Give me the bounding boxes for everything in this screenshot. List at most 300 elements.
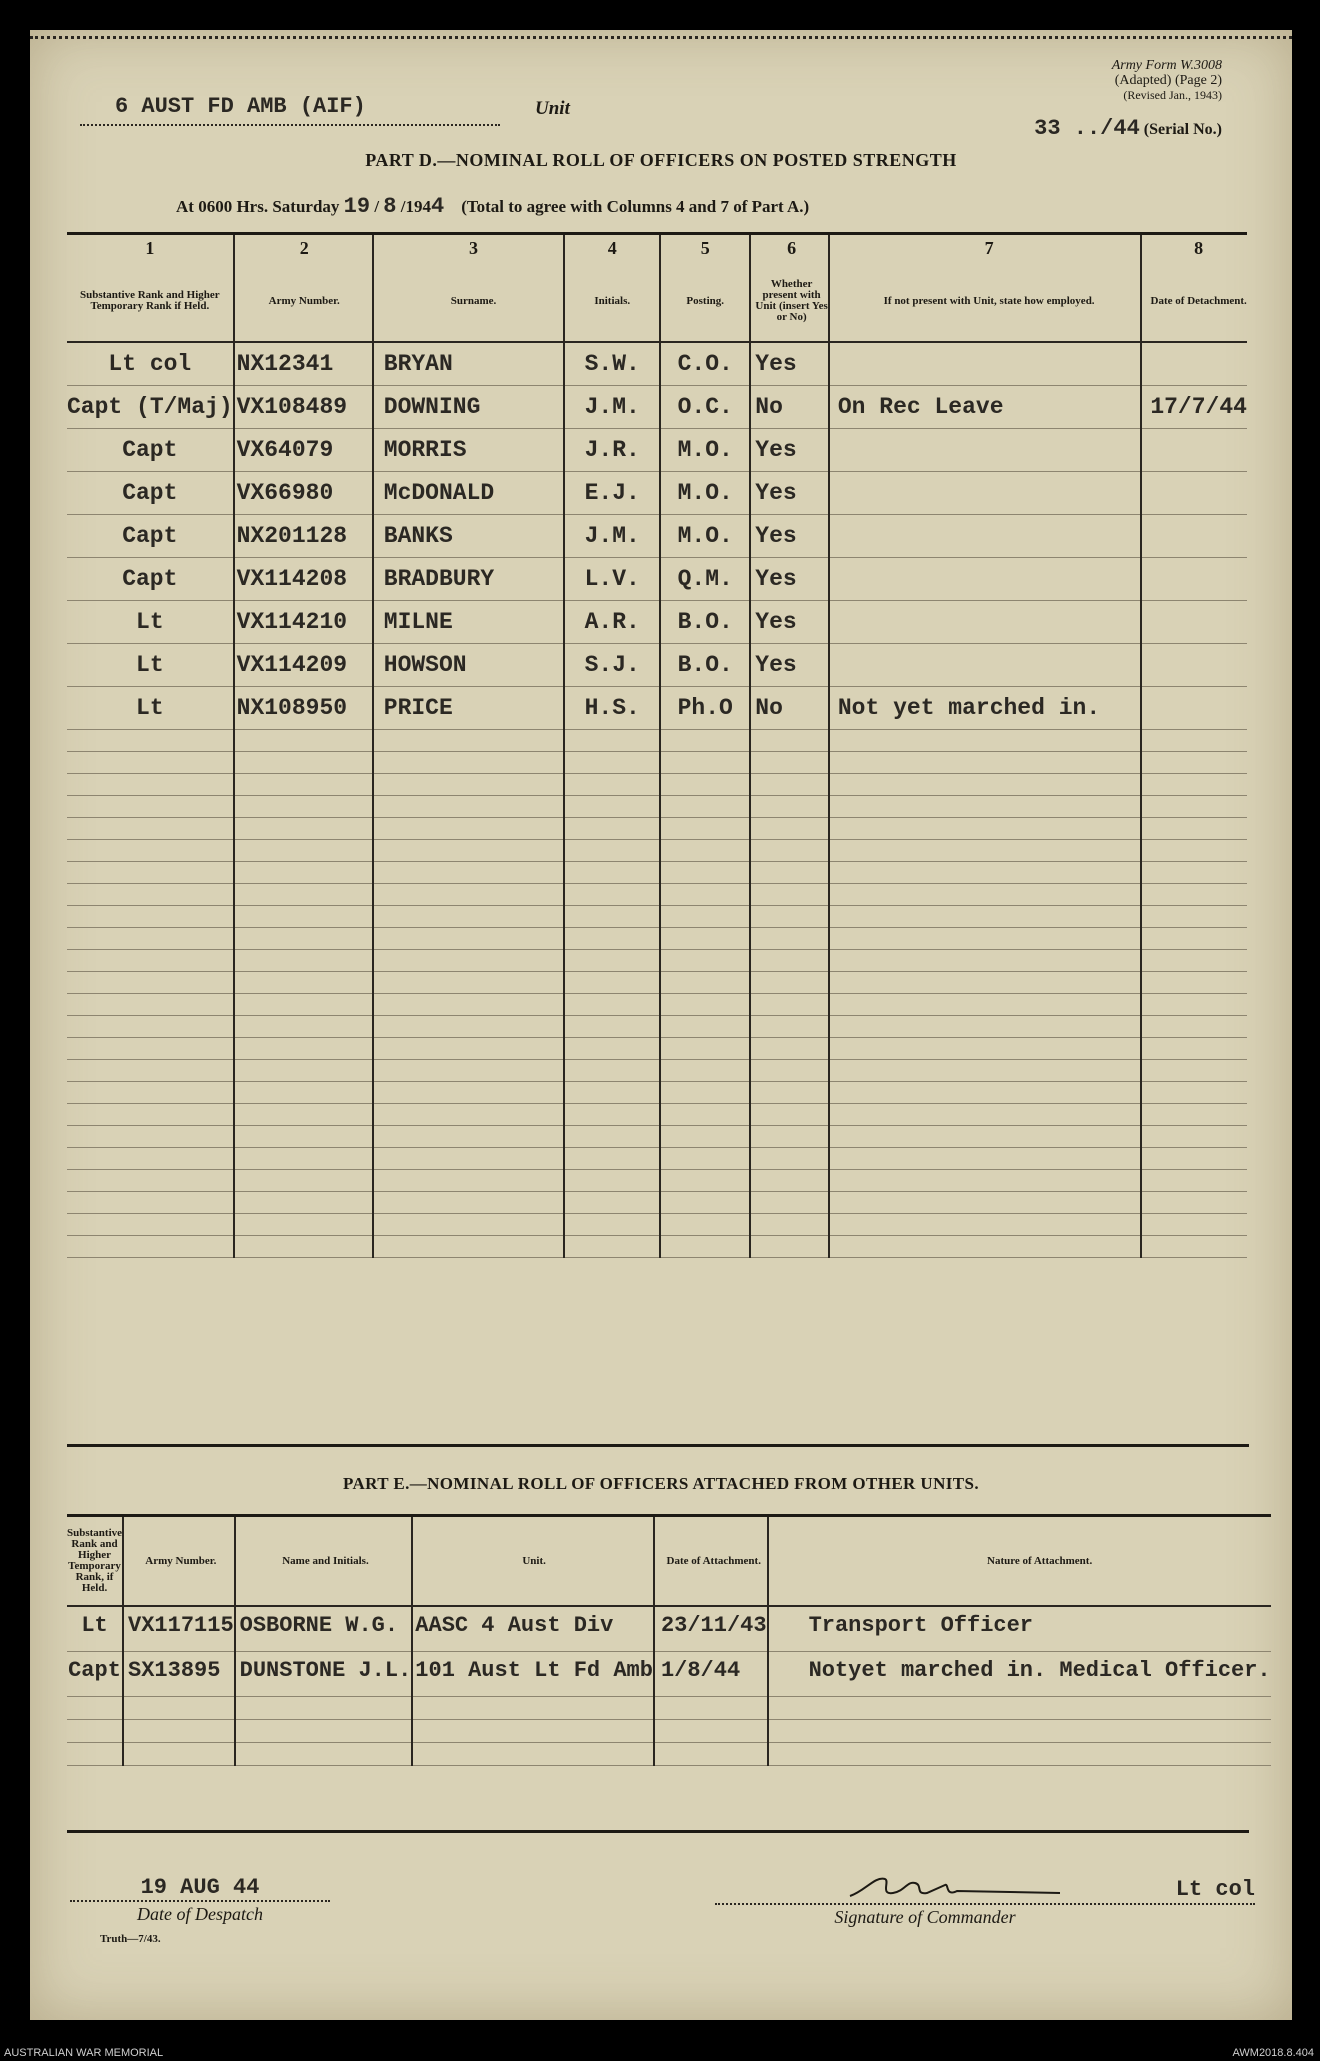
cell-number: VX114208 bbox=[234, 558, 373, 601]
blank-cell bbox=[1141, 1016, 1247, 1038]
blank-cell bbox=[564, 752, 660, 774]
blank-cell bbox=[660, 950, 750, 972]
cell-employed bbox=[829, 558, 1141, 601]
blank-row bbox=[67, 1214, 1247, 1236]
cell-initials: H.S. bbox=[564, 687, 660, 730]
blank-cell bbox=[67, 840, 234, 862]
blank-cell bbox=[67, 1697, 123, 1720]
cell-present: No bbox=[750, 687, 829, 730]
blank-cell bbox=[750, 928, 829, 950]
blank-cell bbox=[750, 774, 829, 796]
column-header: Army Number. bbox=[123, 1516, 235, 1607]
blank-cell bbox=[234, 906, 373, 928]
blank-cell bbox=[768, 1743, 1271, 1766]
blank-cell bbox=[829, 1170, 1141, 1192]
table-row bbox=[67, 1652, 1271, 1697]
cell-rank: Lt col bbox=[67, 342, 234, 386]
despatch-date: 19 AUG 44 bbox=[70, 1875, 330, 1902]
cell-detached bbox=[1141, 601, 1247, 644]
roll-month: 8 bbox=[383, 194, 397, 219]
cell-surname: BRYAN bbox=[373, 342, 565, 386]
signature-line bbox=[715, 1875, 1255, 1905]
blank-cell bbox=[660, 972, 750, 994]
cell-number: VX114210 bbox=[234, 601, 373, 644]
cell-surname: HOWSON bbox=[373, 644, 565, 687]
blank-cell bbox=[234, 1104, 373, 1126]
cell-present: Yes bbox=[750, 644, 829, 687]
blank-cell bbox=[750, 730, 829, 752]
blank-cell bbox=[67, 1170, 234, 1192]
column-header: Name and Initials. bbox=[235, 1516, 413, 1607]
blank-cell bbox=[234, 950, 373, 972]
blank-cell bbox=[67, 730, 234, 752]
cell-rank: Capt bbox=[67, 1652, 123, 1697]
blank-cell bbox=[1141, 1214, 1247, 1236]
blank-cell bbox=[67, 1720, 123, 1743]
blank-cell bbox=[123, 1697, 235, 1720]
blank-cell bbox=[373, 950, 565, 972]
blank-cell bbox=[373, 752, 565, 774]
blank-cell bbox=[373, 1170, 565, 1192]
signature-label: Signature of Commander bbox=[834, 1907, 1016, 1927]
blank-cell bbox=[373, 1126, 565, 1148]
blank-row bbox=[67, 752, 1247, 774]
cell-number: VX64079 bbox=[234, 429, 373, 472]
blank-cell bbox=[373, 1082, 565, 1104]
blank-cell bbox=[373, 1016, 565, 1038]
part-e-title: PART E.—NOMINAL ROLL OF OFFICERS ATTACHED FROM OTHER UNITS. bbox=[342, 1474, 979, 1493]
blank-cell bbox=[234, 730, 373, 752]
blank-cell bbox=[564, 1236, 660, 1258]
column-number: 4 bbox=[564, 234, 660, 262]
cell-number: VX108489 bbox=[234, 386, 373, 429]
blank-cell bbox=[412, 1697, 654, 1720]
blank-cell bbox=[564, 1104, 660, 1126]
cell-posting: B.O. bbox=[660, 644, 750, 687]
cell-surname: MORRIS bbox=[373, 429, 565, 472]
table-row bbox=[67, 601, 1247, 644]
blank-cell bbox=[660, 1170, 750, 1192]
cell-detached bbox=[1141, 687, 1247, 730]
blank-cell bbox=[1141, 774, 1247, 796]
printer-note: Truth—7/43. bbox=[100, 1933, 161, 1945]
despatch-label: Date of Despatch bbox=[137, 1904, 263, 1924]
blank-cell bbox=[234, 1126, 373, 1148]
blank-cell bbox=[829, 1060, 1141, 1082]
cell-surname: DOWNING bbox=[373, 386, 565, 429]
blank-cell bbox=[564, 1060, 660, 1082]
blank-cell bbox=[1141, 1148, 1247, 1170]
blank-row bbox=[67, 950, 1247, 972]
blank-cell bbox=[412, 1720, 654, 1743]
blank-cell bbox=[660, 1148, 750, 1170]
blank-cell bbox=[660, 1016, 750, 1038]
cell-rank: Capt bbox=[67, 515, 234, 558]
column-number: 6 bbox=[750, 234, 829, 262]
total-note: (Total to agree with Columns 4 and 7 of Part A.) bbox=[461, 197, 810, 216]
blank-cell bbox=[234, 752, 373, 774]
blank-row bbox=[67, 1082, 1247, 1104]
blank-cell bbox=[660, 1082, 750, 1104]
blank-cell bbox=[750, 840, 829, 862]
blank-cell bbox=[234, 818, 373, 840]
blank-cell bbox=[373, 840, 565, 862]
cell-employed: On Rec Leave bbox=[829, 386, 1141, 429]
cell-detached bbox=[1141, 558, 1247, 601]
blank-cell bbox=[373, 730, 565, 752]
cell-rank: Capt bbox=[67, 472, 234, 515]
cell-rank: Lt bbox=[67, 601, 234, 644]
serial-value: 33 ../44 bbox=[1034, 116, 1140, 141]
blank-cell bbox=[1141, 994, 1247, 1016]
blank-row bbox=[67, 1126, 1247, 1148]
part-d-title: PART D.—NOMINAL ROLL OF OFFICERS ON POSTED STRENGTH bbox=[365, 150, 957, 170]
blank-cell bbox=[67, 884, 234, 906]
blank-row bbox=[67, 1720, 1271, 1743]
cell-detached: 17/7/44 bbox=[1141, 386, 1247, 429]
blank-row bbox=[67, 818, 1247, 840]
serial-number bbox=[1034, 116, 1222, 141]
column-number: 5 bbox=[660, 234, 750, 262]
cell-posting: O.C. bbox=[660, 386, 750, 429]
blank-cell bbox=[67, 1214, 234, 1236]
blank-cell bbox=[1141, 730, 1247, 752]
cell-rank: Lt bbox=[67, 644, 234, 687]
blank-cell bbox=[829, 928, 1141, 950]
cell-number: VX114209 bbox=[234, 644, 373, 687]
blank-cell bbox=[123, 1743, 235, 1766]
roll-year-digit: 4 bbox=[430, 194, 445, 219]
blank-cell bbox=[564, 818, 660, 840]
column-header: Whether present with Unit (insert Yes or No) bbox=[750, 261, 829, 342]
blank-row bbox=[67, 1104, 1247, 1126]
blank-cell bbox=[750, 972, 829, 994]
blank-cell bbox=[67, 774, 234, 796]
cell-surname: McDONALD bbox=[373, 472, 565, 515]
cell-surname: PRICE bbox=[373, 687, 565, 730]
cell-date: 23/11/43 bbox=[654, 1606, 768, 1652]
credit-right: AWM2018.8.404 bbox=[1232, 2047, 1314, 2059]
blank-cell bbox=[67, 796, 234, 818]
blank-cell bbox=[1141, 972, 1247, 994]
cell-number: VX117115 bbox=[123, 1606, 235, 1652]
form-identifier bbox=[1112, 58, 1222, 103]
blank-cell bbox=[234, 1082, 373, 1104]
signature-block bbox=[715, 1875, 1255, 1928]
cell-posting: M.O. bbox=[660, 515, 750, 558]
table-row bbox=[67, 687, 1247, 730]
blank-cell bbox=[750, 862, 829, 884]
blank-cell bbox=[1141, 1192, 1247, 1214]
blank-cell bbox=[660, 1126, 750, 1148]
cell-employed bbox=[829, 342, 1141, 386]
cell-surname: MILNE bbox=[373, 601, 565, 644]
cell-number: NX108950 bbox=[234, 687, 373, 730]
blank-cell bbox=[234, 972, 373, 994]
cell-number: VX66980 bbox=[234, 472, 373, 515]
blank-cell bbox=[67, 1104, 234, 1126]
cell-initials: S.W. bbox=[564, 342, 660, 386]
blank-cell bbox=[234, 1192, 373, 1214]
cell-employed bbox=[829, 429, 1141, 472]
blank-row bbox=[67, 796, 1247, 818]
blank-cell bbox=[373, 928, 565, 950]
serial-label: (Serial No.) bbox=[1143, 121, 1222, 138]
blank-row bbox=[67, 1148, 1247, 1170]
blank-row bbox=[67, 862, 1247, 884]
blank-cell bbox=[660, 1038, 750, 1060]
blank-cell bbox=[234, 1016, 373, 1038]
blank-cell bbox=[829, 884, 1141, 906]
blank-cell bbox=[1141, 862, 1247, 884]
cell-date: 1/8/44 bbox=[654, 1652, 768, 1697]
blank-row bbox=[67, 972, 1247, 994]
blank-cell bbox=[564, 928, 660, 950]
blank-cell bbox=[67, 972, 234, 994]
blank-cell bbox=[234, 796, 373, 818]
blank-cell bbox=[750, 752, 829, 774]
cell-rank: Capt bbox=[67, 558, 234, 601]
cell-rank: Capt bbox=[67, 429, 234, 472]
blank-cell bbox=[1141, 1038, 1247, 1060]
blank-row bbox=[67, 774, 1247, 796]
blank-cell bbox=[750, 796, 829, 818]
blank-cell bbox=[660, 928, 750, 950]
blank-cell bbox=[829, 1126, 1141, 1148]
cell-present: Yes bbox=[750, 429, 829, 472]
blank-cell bbox=[235, 1697, 413, 1720]
blank-cell bbox=[234, 862, 373, 884]
cell-employed bbox=[829, 472, 1141, 515]
blank-cell bbox=[123, 1720, 235, 1743]
cell-detached bbox=[1141, 342, 1247, 386]
credit-left: AUSTRALIAN WAR MEMORIAL bbox=[4, 2047, 164, 2059]
table-row bbox=[67, 342, 1247, 386]
blank-cell bbox=[67, 1082, 234, 1104]
blank-cell bbox=[750, 1214, 829, 1236]
blank-cell bbox=[1141, 796, 1247, 818]
blank-cell bbox=[829, 818, 1141, 840]
blank-cell bbox=[373, 796, 565, 818]
blank-row bbox=[67, 906, 1247, 928]
blank-cell bbox=[564, 906, 660, 928]
blank-cell bbox=[768, 1720, 1271, 1743]
blank-cell bbox=[750, 994, 829, 1016]
cell-initials: J.M. bbox=[564, 386, 660, 429]
blank-cell bbox=[373, 884, 565, 906]
blank-cell bbox=[373, 1236, 565, 1258]
blank-cell bbox=[750, 818, 829, 840]
blank-cell bbox=[67, 1016, 234, 1038]
part-e-table bbox=[67, 1514, 1271, 1766]
blank-cell bbox=[373, 1104, 565, 1126]
cell-surname: BANKS bbox=[373, 515, 565, 558]
blank-cell bbox=[750, 906, 829, 928]
cell-detached bbox=[1141, 644, 1247, 687]
cell-employed bbox=[829, 515, 1141, 558]
cell-number: NX201128 bbox=[234, 515, 373, 558]
blank-cell bbox=[564, 1016, 660, 1038]
cell-posting: M.O. bbox=[660, 472, 750, 515]
cell-present: No bbox=[750, 386, 829, 429]
blank-cell bbox=[768, 1697, 1271, 1720]
blank-cell bbox=[660, 906, 750, 928]
table-row bbox=[67, 429, 1247, 472]
blank-cell bbox=[1141, 1236, 1247, 1258]
blank-cell bbox=[564, 1126, 660, 1148]
blank-cell bbox=[1141, 906, 1247, 928]
column-header: Substantive Rank and Higher Temporary Rank if Held. bbox=[67, 261, 234, 342]
blank-row bbox=[67, 1236, 1247, 1258]
blank-cell bbox=[234, 994, 373, 1016]
blank-cell bbox=[564, 1192, 660, 1214]
blank-cell bbox=[564, 972, 660, 994]
blank-cell bbox=[750, 1060, 829, 1082]
column-number: 8 bbox=[1141, 234, 1247, 262]
column-header: Army Number. bbox=[234, 261, 373, 342]
blank-cell bbox=[373, 1214, 565, 1236]
blank-cell bbox=[829, 1214, 1141, 1236]
blank-cell bbox=[829, 1082, 1141, 1104]
blank-cell bbox=[660, 862, 750, 884]
blank-cell bbox=[564, 994, 660, 1016]
blank-row bbox=[67, 1016, 1247, 1038]
cell-initials: L.V. bbox=[564, 558, 660, 601]
cell-present: Yes bbox=[750, 472, 829, 515]
blank-cell bbox=[660, 796, 750, 818]
blank-cell bbox=[829, 862, 1141, 884]
blank-cell bbox=[67, 1038, 234, 1060]
blank-cell bbox=[373, 994, 565, 1016]
cell-rank: Lt bbox=[67, 1606, 123, 1652]
blank-cell bbox=[234, 1214, 373, 1236]
blank-cell bbox=[1141, 1060, 1247, 1082]
blank-cell bbox=[1141, 752, 1247, 774]
blank-cell bbox=[373, 1148, 565, 1170]
cell-nature: Notyet marched in. Medical Officer. bbox=[768, 1652, 1271, 1697]
blank-cell bbox=[660, 1104, 750, 1126]
column-number: 2 bbox=[234, 234, 373, 262]
blank-cell bbox=[67, 1060, 234, 1082]
blank-row bbox=[67, 1743, 1271, 1766]
table-row bbox=[67, 1606, 1271, 1652]
blank-cell bbox=[660, 840, 750, 862]
column-number: 1 bbox=[67, 234, 234, 262]
blank-cell bbox=[829, 1148, 1141, 1170]
blank-cell bbox=[67, 994, 234, 1016]
blank-cell bbox=[750, 1016, 829, 1038]
cell-initials: A.R. bbox=[564, 601, 660, 644]
form-revised: (Revised Jan., 1943) bbox=[1123, 88, 1222, 102]
blank-cell bbox=[750, 1170, 829, 1192]
blank-row bbox=[67, 928, 1247, 950]
blank-cell bbox=[235, 1720, 413, 1743]
blank-cell bbox=[829, 774, 1141, 796]
blank-cell bbox=[829, 906, 1141, 928]
blank-cell bbox=[373, 862, 565, 884]
blank-cell bbox=[564, 1214, 660, 1236]
cell-initials: J.R. bbox=[564, 429, 660, 472]
blank-cell bbox=[234, 1170, 373, 1192]
blank-cell bbox=[829, 840, 1141, 862]
blank-cell bbox=[564, 884, 660, 906]
blank-row bbox=[67, 840, 1247, 862]
blank-cell bbox=[564, 1148, 660, 1170]
table-row bbox=[67, 644, 1247, 687]
blank-cell bbox=[67, 752, 234, 774]
signature-mark bbox=[845, 1871, 1065, 1901]
column-header: Date of Attachment. bbox=[654, 1516, 768, 1607]
part-e-bottom-rule bbox=[67, 1830, 1249, 1833]
form-sheet bbox=[30, 30, 1292, 2020]
blank-row bbox=[67, 1038, 1247, 1060]
blank-cell bbox=[373, 1192, 565, 1214]
blank-cell bbox=[750, 1104, 829, 1126]
cell-unit: 101 Aust Lt Fd Amb bbox=[412, 1652, 654, 1697]
blank-cell bbox=[750, 1236, 829, 1258]
part-d-bottom-rule bbox=[67, 1444, 1249, 1447]
blank-cell bbox=[234, 840, 373, 862]
table-row bbox=[67, 472, 1247, 515]
blank-row bbox=[67, 884, 1247, 906]
blank-cell bbox=[67, 862, 234, 884]
cell-present: Yes bbox=[750, 558, 829, 601]
blank-cell bbox=[564, 730, 660, 752]
blank-cell bbox=[660, 752, 750, 774]
at-prefix: At 0600 Hrs. Saturday bbox=[176, 197, 340, 216]
blank-cell bbox=[234, 774, 373, 796]
cell-detached bbox=[1141, 515, 1247, 558]
column-header: Surname. bbox=[373, 261, 565, 342]
blank-cell bbox=[660, 1214, 750, 1236]
blank-cell bbox=[67, 1192, 234, 1214]
blank-cell bbox=[373, 1038, 565, 1060]
blank-cell bbox=[829, 1016, 1141, 1038]
blank-cell bbox=[660, 994, 750, 1016]
blank-cell bbox=[234, 928, 373, 950]
cell-unit: AASC 4 Aust Div bbox=[412, 1606, 654, 1652]
table-row bbox=[67, 558, 1247, 601]
blank-cell bbox=[829, 796, 1141, 818]
blank-cell bbox=[654, 1743, 768, 1766]
blank-cell bbox=[654, 1720, 768, 1743]
blank-cell bbox=[564, 862, 660, 884]
blank-row bbox=[67, 994, 1247, 1016]
cell-surname: BRADBURY bbox=[373, 558, 565, 601]
column-header: If not present with Unit, state how employed. bbox=[829, 261, 1141, 342]
cell-posting: Q.M. bbox=[660, 558, 750, 601]
roll-year-prefix: 194 bbox=[405, 197, 431, 216]
blank-cell bbox=[660, 1060, 750, 1082]
blank-cell bbox=[235, 1743, 413, 1766]
blank-cell bbox=[564, 1038, 660, 1060]
blank-cell bbox=[660, 884, 750, 906]
blank-cell bbox=[234, 1236, 373, 1258]
blank-cell bbox=[750, 1148, 829, 1170]
blank-row bbox=[67, 1697, 1271, 1720]
column-number: 7 bbox=[829, 234, 1141, 262]
cell-name: OSBORNE W.G. bbox=[235, 1606, 413, 1652]
unit-value: 6 AUST FD AMB (AIF) bbox=[115, 94, 366, 119]
cell-number: SX13895 bbox=[123, 1652, 235, 1697]
cell-posting: Ph.O bbox=[660, 687, 750, 730]
cell-employed: Not yet marched in. bbox=[829, 687, 1141, 730]
blank-cell bbox=[660, 730, 750, 752]
blank-cell bbox=[660, 818, 750, 840]
perforation-edge bbox=[30, 36, 1292, 39]
blank-cell bbox=[829, 1236, 1141, 1258]
blank-cell bbox=[564, 840, 660, 862]
